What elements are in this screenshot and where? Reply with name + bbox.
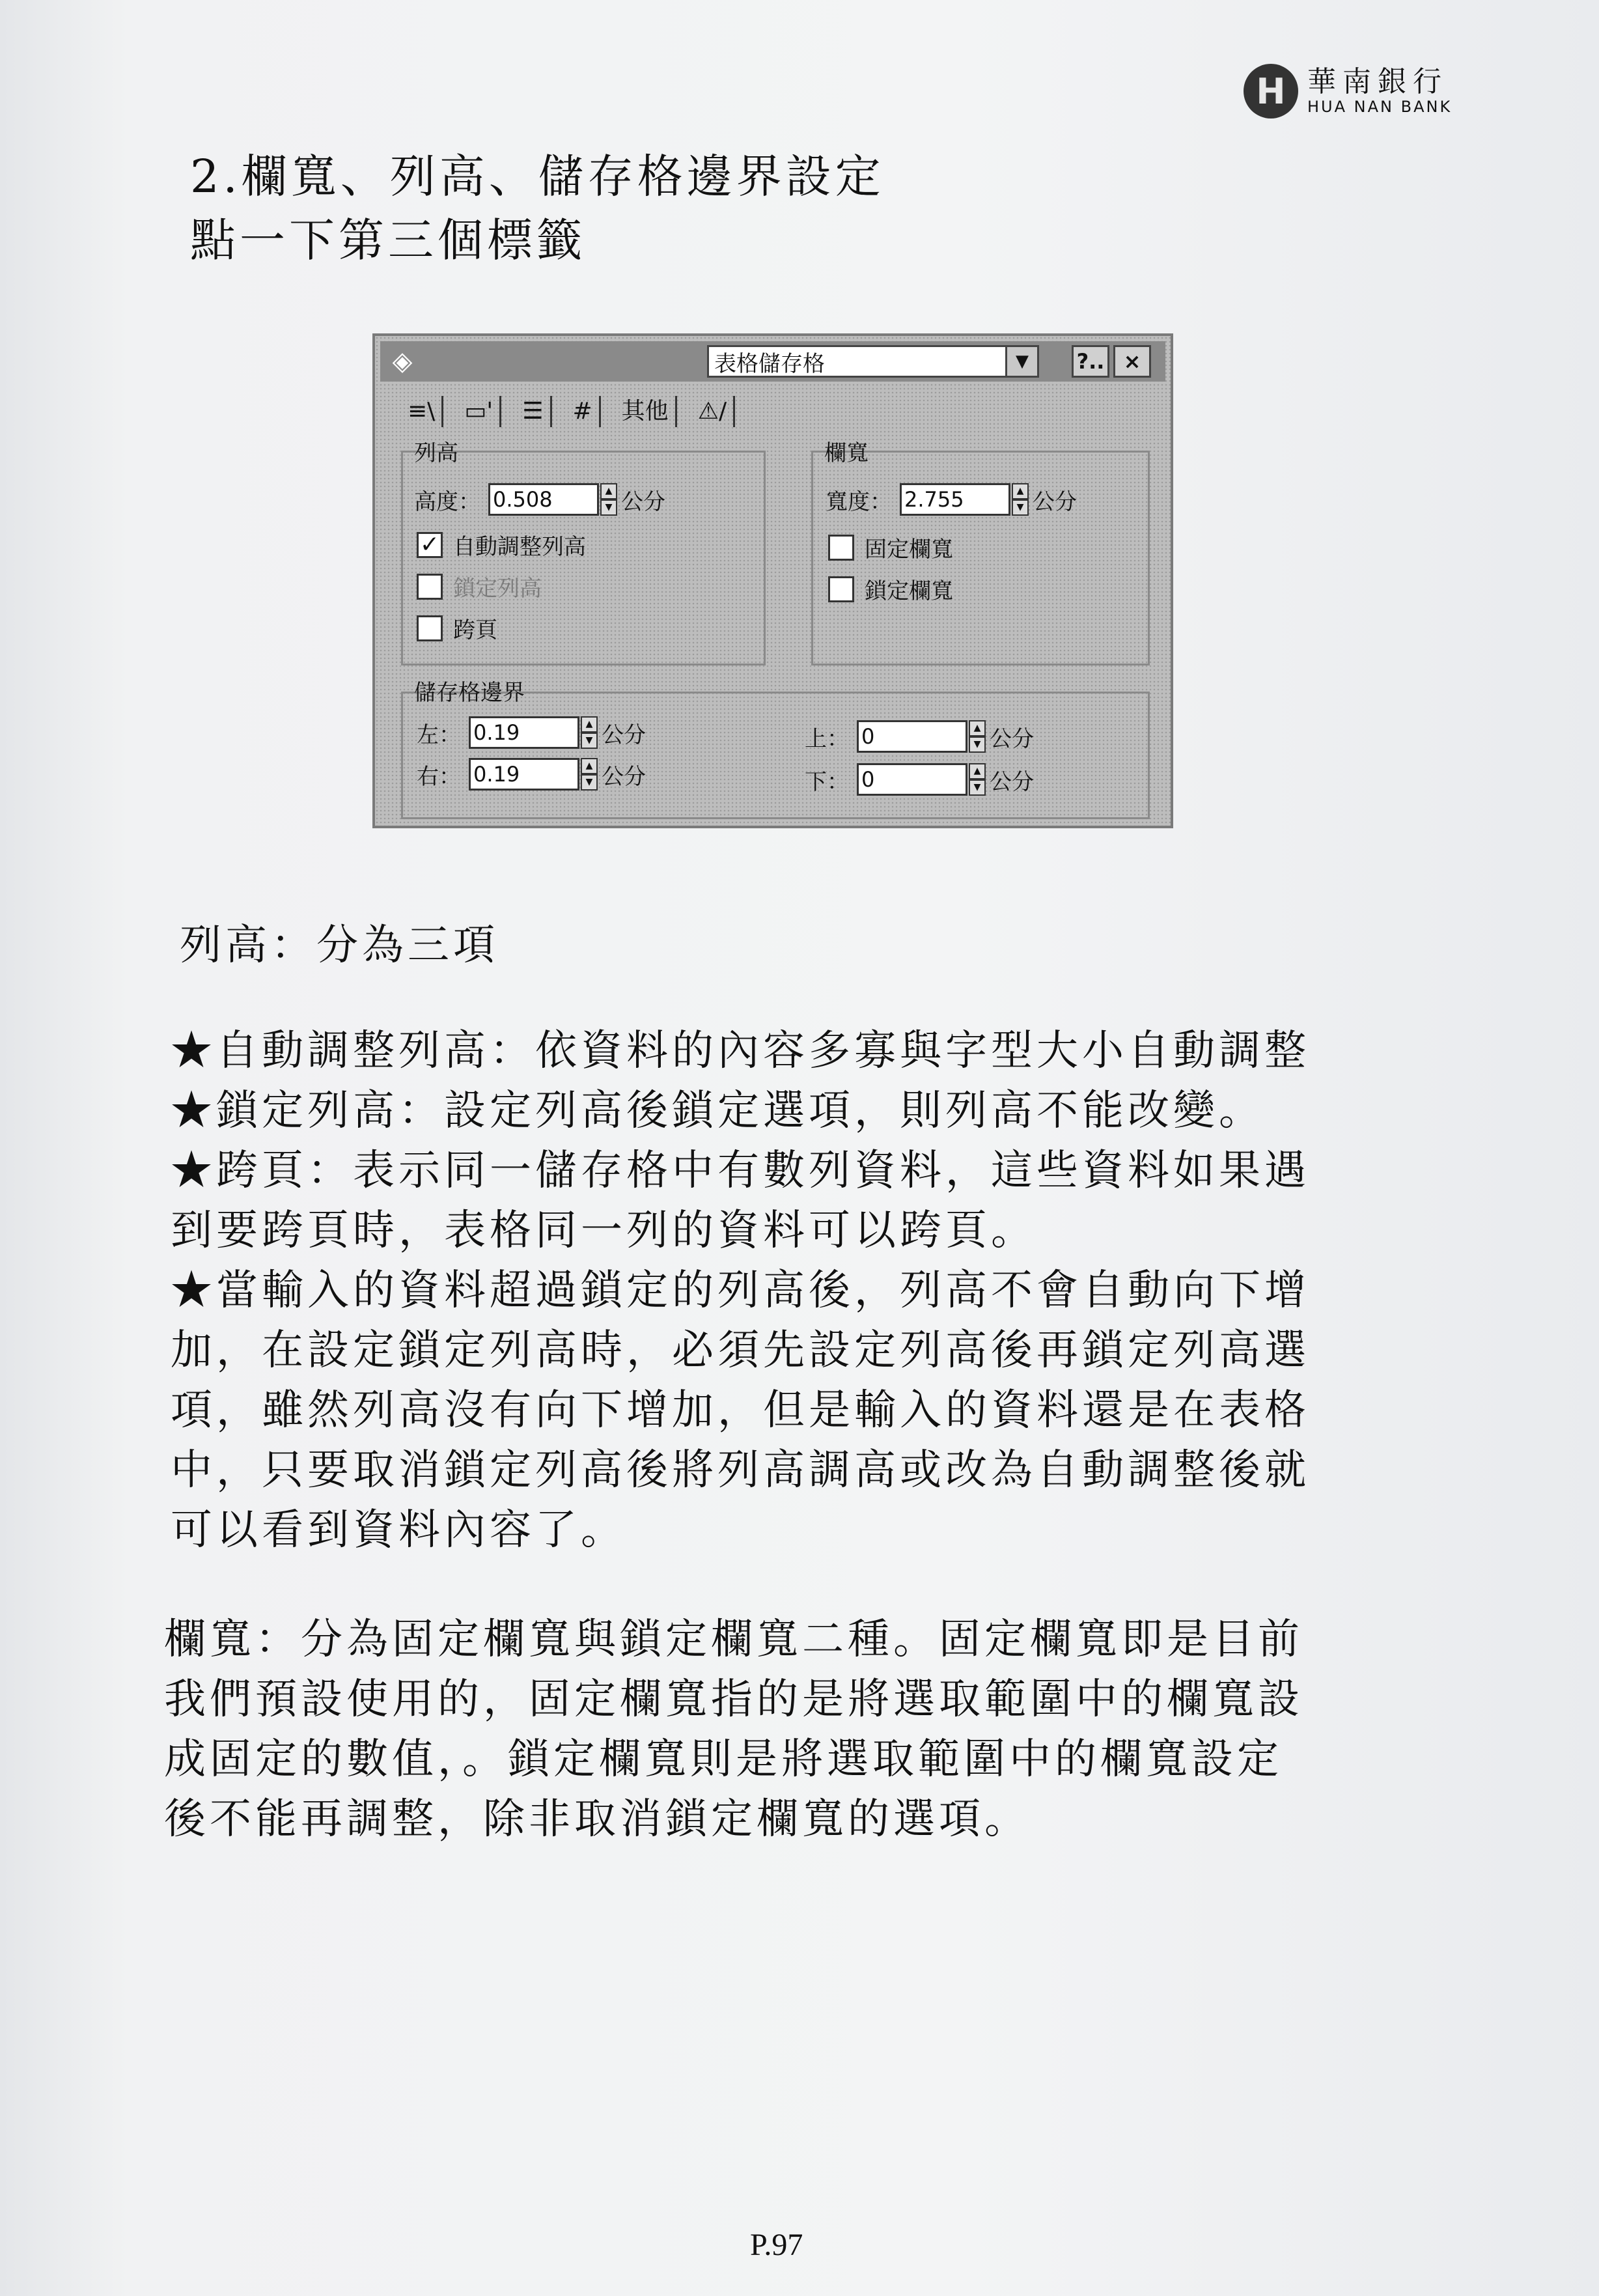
help-button[interactable]: ?.. <box>1072 345 1109 378</box>
bank-name-en: HUA NAN BANK <box>1307 98 1453 116</box>
lock-row-height-row[interactable] <box>417 570 542 602</box>
page-number: P.97 <box>750 2228 803 2262</box>
right-margin-input[interactable]: 0.19 <box>469 758 579 791</box>
bottom-margin-label: 下： <box>805 768 849 795</box>
tab-size[interactable]: ☰ <box>516 396 551 427</box>
paragraph-line: 到要跨頁時，表格同一列的資料可以跨頁。 <box>171 1207 1036 1255</box>
paragraph-line: ★當輸入的資料超過鎖定的列高後，列高不會自動向下增 <box>171 1267 1310 1315</box>
dialog-titlebar <box>380 341 1165 382</box>
left-margin-input[interactable]: 0.19 <box>469 716 579 749</box>
tab-fill[interactable]: ▭' <box>458 396 501 427</box>
diamond-icon: ◈ <box>392 346 413 376</box>
left-margin-row <box>417 716 646 749</box>
column-width-input[interactable]: 2.755 <box>900 483 1010 516</box>
auto-adjust-checkbox[interactable]: ✓ <box>417 532 443 558</box>
span-page-row[interactable] <box>417 612 497 644</box>
right-margin-row <box>417 758 646 791</box>
paragraph-line: 項，雖然列高沒有向下增加，但是輸入的資料還是在表格 <box>171 1386 1310 1435</box>
paragraph-line: 我們預設使用的，固定欄寬指的是將選取範圍中的欄寬設 <box>164 1675 1303 1724</box>
fixed-width-checkbox[interactable] <box>828 535 854 561</box>
top-margin-input[interactable]: 0 <box>857 720 967 753</box>
dialog-tabs <box>401 396 735 427</box>
section-heading: 2.欄寬、列高、儲存格邊界設定 <box>190 150 885 203</box>
span-page-label: 跨頁 <box>453 617 497 643</box>
bank-logo <box>1244 60 1471 122</box>
row-height-group-label: 列高 <box>414 440 458 466</box>
row-height-spinner[interactable]: ▲ ▼ <box>600 483 617 516</box>
table-cell-properties-dialog <box>372 333 1173 828</box>
tab-other[interactable]: 其他 <box>615 396 677 427</box>
right-margin-label: 右： <box>417 763 461 790</box>
bottom-margin-input[interactable]: 0 <box>857 763 967 796</box>
row-height-label: 高度： <box>414 488 480 515</box>
bank-logo-mark: H <box>1244 64 1298 119</box>
bank-name-cn: 華南銀行 <box>1307 65 1448 98</box>
fixed-width-label: 固定欄寬 <box>865 537 953 563</box>
unit-label: 公分 <box>1033 488 1077 515</box>
top-margin-spinner[interactable]: ▲ ▼ <box>969 720 986 753</box>
paragraph-line: 成固定的數值，。鎖定欄寬則是將選取範圍中的欄寬設定 <box>164 1735 1283 1784</box>
paragraph-line: 加，在設定鎖定列高時，必須先設定列高後再鎖定列高選 <box>171 1326 1310 1375</box>
bottom-margin-spinner[interactable]: ▲ ▼ <box>969 763 986 796</box>
row-height-input[interactable]: 0.508 <box>488 483 599 516</box>
chevron-down-icon[interactable]: ▼ <box>1005 347 1037 376</box>
paragraph-line: ★鎖定列高：設定列高後鎖定選項，則列高不能改變。 <box>171 1087 1264 1135</box>
object-select[interactable] <box>707 345 1039 378</box>
lock-row-height-checkbox[interactable] <box>417 574 443 600</box>
fixed-width-row[interactable] <box>828 531 953 563</box>
cell-margins-group-label: 儲存格邊界 <box>414 680 525 706</box>
top-margin-label: 上： <box>805 725 849 752</box>
paragraph-line: 中，只要取消鎖定列高後將列高調高或改為自動調整後就 <box>171 1446 1310 1494</box>
top-margin-row <box>805 720 1034 753</box>
lock-row-height-label: 鎖定列高 <box>453 576 542 602</box>
span-page-checkbox[interactable] <box>417 615 443 641</box>
column-width-group-label: 欄寬 <box>824 440 869 466</box>
object-select-value: 表格儲存格 <box>714 350 825 377</box>
paragraph-line: 後不能再調整，除非取消鎖定欄寬的選項。 <box>164 1795 1030 1843</box>
cell-margins-group <box>401 692 1150 819</box>
column-width-spinner[interactable]: ▲ ▼ <box>1012 483 1029 516</box>
tab-number[interactable]: # <box>566 396 601 427</box>
unit-label: 公分 <box>621 488 665 515</box>
tab-style[interactable]: ⚠/ <box>691 396 735 427</box>
lock-width-row[interactable] <box>828 573 953 605</box>
auto-adjust-label: 自動調整列高 <box>453 534 586 560</box>
paragraph-line: 欄寬：分為固定欄寬與鎖定欄寬二種。固定欄寬即是目前 <box>164 1616 1303 1664</box>
column-width-row <box>826 483 1077 516</box>
right-margin-spinner[interactable]: ▲ ▼ <box>581 758 598 791</box>
paragraph-line: 可以看到資料內容了。 <box>171 1506 626 1554</box>
auto-adjust-row[interactable] <box>417 529 586 561</box>
close-button[interactable]: × <box>1113 345 1151 378</box>
left-margin-spinner[interactable]: ▲ ▼ <box>581 716 598 749</box>
left-margin-label: 左： <box>417 721 461 748</box>
row-height-title: 列高：分為三項 <box>180 921 499 970</box>
paragraph-line: ★自動調整列高：依資料的內容多寡與字型大小自動調整 <box>171 1027 1310 1075</box>
lock-width-label: 鎖定欄寬 <box>865 578 953 604</box>
row-height-row <box>414 483 665 516</box>
lock-width-checkbox[interactable] <box>828 576 854 602</box>
unit-label: 公分 <box>990 768 1034 795</box>
section-instruction: 點一下第三個標籤 <box>190 214 586 267</box>
column-width-label: 寬度： <box>826 488 892 515</box>
paragraph-line: ★跨頁：表示同一儲存格中有數列資料，這些資料如果遇 <box>171 1147 1310 1195</box>
tab-lines[interactable]: ≡\ <box>401 396 443 427</box>
unit-label: 公分 <box>990 725 1034 752</box>
unit-label: 公分 <box>602 721 646 748</box>
bottom-margin-row <box>805 763 1034 796</box>
unit-label: 公分 <box>602 763 646 790</box>
